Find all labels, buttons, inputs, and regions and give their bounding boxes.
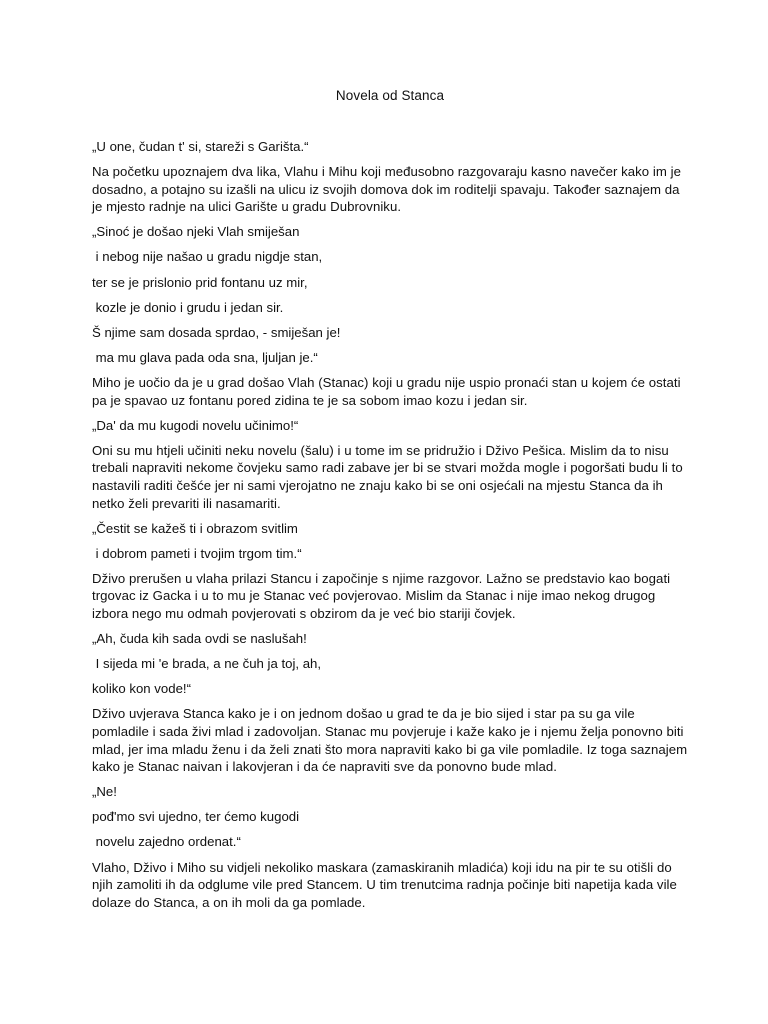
verse-line: kozle je donio i grudu i jedan sir. <box>92 299 284 315</box>
verse-line: „Sinoć je došao njeki Vlah smiješan <box>92 224 300 240</box>
paragraph: Miho je uočio da je u grad došao Vlah (Stanac) koji u gradu nije uspio pronaći stan u kojem će ostati pa je spavao uz fontanu pored zidina te je sa sobom imao kozu i jedan sir. <box>92 374 681 408</box>
verse-line: novelu zajedno ordenat.“ <box>92 834 241 850</box>
verse-line: „Čestit se kažeš ti i obrazom svitlim <box>92 520 298 536</box>
document-title: Novela od Stanca <box>335 88 445 103</box>
verse-line: „Da' da mu kugodi novelu učinimo!“ <box>92 417 299 433</box>
paragraph: Vlaho, Dživo i Miho su vidjeli nekoliko maskara (zamaskiranih mladića) koji idu na pir te su otišli do njih zamoliti ih da odglume vile pred Stancem. U tim trenutcima radnja počinje biti napetija kada vile dolaze do Stanca, a on ih moli da ga pomlade. <box>92 859 677 910</box>
verse-line: pođ'mo svi ujedno, ter ćemo kugodi <box>92 809 300 825</box>
verse-line: i dobrom pameti i tvojim trgom tim.“ <box>92 545 302 561</box>
verse-line: I sijeda mi 'e brada, a ne čuh ja toj, ah, <box>92 656 322 672</box>
verse-line: „U one, čudan t' si, stareži s Garišta.“ <box>92 139 309 154</box>
verse-line: „Ah, čuda kih sada ovdi se naslušah! <box>92 631 307 647</box>
verse-line: ter se je prislonio prid fontanu uz mir, <box>92 274 308 290</box>
paragraph: Dživo uvjerava Stanca kako je i on jednom došao u grad te da je bio sijed i star pa su ga vile pomladile i sada živi mlad i zadovoljan. Stanac mu povjeruje i kaže kako je i njemu želja ponovno biti mlad, jer ima mladu ženu i da želi znati što mora napraviti kako bi ga vile pomladile. Iz toga saznajem kako je Stanac naivan i lakovjeran i da će napraviti sve da ponovno bude mlad. <box>92 706 688 775</box>
paragraph: Dživo prerušen u vlaha prilazi Stancu i započinje s njime razgovor. Lažno se predstavio kao bogati trgovac iz Gacka i u to mu je Stanac već povjerovao. Mislim da Stanac i nije imao nekog drugog izbora nego mu odmah povjerovati s obzirom da je već bio stariji čovjek. <box>92 570 671 621</box>
verse-line: ma mu glava pada oda sna, ljuljan je.“ <box>92 349 318 365</box>
verse-line: „Ne! <box>92 784 117 800</box>
paragraph: Oni su mu htjeli učiniti neku novelu (šalu) i u tome im se pridružio i Dživo Pešica. Mislim da to nisu trebali napraviti nekome čovjeku samo radi zabave jer bi se stvari možda mogle i pogoršati budu li to nastavili raditi češće jer ni sami vjerojatno ne znaju kako bi se oni osjećali na mjestu Stanca da ih netko želi prevariti ili nasamariti. <box>92 442 683 511</box>
paragraph: Na početku upoznajem dva lika, Vlahu i Mihu koji međusobno razgovaraju kasno navečer kako im je dosadno, a potajno su izašli na ulicu iz svojih domova dok im roditelji spavaju. Također saznajem da je mjesto radnje na ulici Garište u gradu Dubrovniku. <box>92 164 681 215</box>
document-body <box>92 138 688 911</box>
verse-line: koliko kon vode!“ <box>92 681 191 697</box>
verse-line: i nebog nije našao u gradu nigdje stan, <box>92 249 323 265</box>
verse-line: Š njime sam dosada sprdao, - smiješan je! <box>92 324 341 340</box>
